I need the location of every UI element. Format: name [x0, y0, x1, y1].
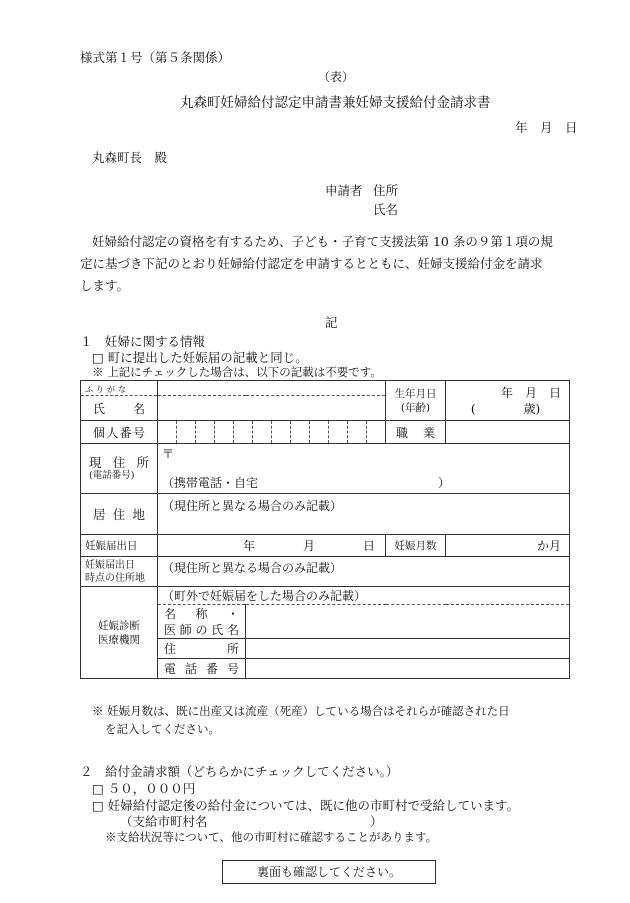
clinic-address-field[interactable] [246, 639, 570, 659]
notice-date-label: 妊娠届出日 [81, 535, 158, 557]
applicant-address-label: 住所 [373, 183, 399, 198]
paragraph-line-3: します。 [80, 278, 130, 293]
ki-label: 記 [325, 315, 338, 330]
clinic-label: 妊娠診断 医療機関 [81, 587, 158, 679]
birthdate-label: 生年月日 (年齢) [386, 381, 446, 421]
clinic-name-label: 名 称 ・ 医師の氏名 [158, 605, 246, 639]
section2-note: ※支給状況等について、他の市町村に確認することがあります。 [105, 830, 438, 844]
pregnant-info-table [80, 380, 570, 679]
addressee: 丸森町長 殿 [92, 150, 168, 165]
birthdate-field[interactable]: 年 月 日 ( 歳) [446, 381, 570, 421]
footnote-line-2: を記入してください。 [105, 722, 220, 736]
residence-field[interactable]: （現住所と異なる場合のみ記載） [158, 494, 570, 535]
option-other-municipality-checkbox[interactable]: □ 妊婦給付認定後の給付金については、既に他の市町村で受給しています。 [92, 798, 520, 813]
notice-address-field[interactable]: （現住所と異なる場合のみ記載） [158, 557, 570, 587]
furigana-label: ふりがな [81, 381, 158, 396]
name-label: 氏 名 [81, 396, 158, 421]
id-number-label: 個人番号 [81, 421, 158, 444]
outside-town-note: （町外で妊娠届をした場合のみ記載） [158, 587, 570, 605]
municipality-name-field[interactable]: （支給市町村名 ） [120, 814, 383, 829]
side-label: （表） [318, 70, 355, 84]
id-number-field[interactable] [158, 421, 386, 444]
current-address-field[interactable] [158, 444, 570, 494]
occupation-field[interactable] [446, 421, 570, 444]
option-50000-checkbox[interactable]: □ ５０，０００円 [92, 781, 196, 796]
phone-type-note: （携帯電話・自宅 ） [162, 476, 451, 490]
clinic-phone-label: 電話番号 [158, 659, 246, 679]
paragraph-line-2: 定に基づき下記のとおり妊婦給付認定を申請するとともに、妊婦支援給付金を請求 [80, 256, 543, 271]
occupation-label: 職 業 [386, 421, 446, 444]
checkbox-same-as-notice[interactable]: □ 町に提出した妊娠届の記載と同じ。 [92, 350, 308, 365]
see-back-notice: 裏面も確認してください。 [222, 860, 436, 884]
notice-date-field[interactable]: 年 月 日 [158, 535, 386, 557]
paragraph-line-1: 妊婦給付認定の資格を有するため、子ども・子育て支援法第 10 条の９第１項の規 [92, 234, 553, 249]
clinic-address-label: 住 所 [158, 639, 246, 659]
notice-address-label: 妊娠届出日 時点の住所地 [81, 557, 158, 587]
footnote-line-1: ※ 妊娠月数は、既に出産又は流産（死産）している場合はそれらが確認された日 [92, 704, 510, 718]
document-date: 年 月 日 [515, 120, 578, 135]
checked-note: ※ 上記にチェックした場合は、以下の記載は不要です。 [92, 365, 382, 379]
residence-label: 居住地 [81, 494, 158, 535]
form-number: 様式第１号（第５条関係） [80, 50, 231, 65]
name-field[interactable] [158, 396, 386, 421]
postal-mark: 〒 [162, 447, 175, 461]
applicant-label: 申請者 [325, 183, 363, 198]
clinic-phone-field[interactable] [246, 659, 570, 679]
applicant-name-label: 氏名 [373, 202, 399, 217]
pregnancy-months-label: 妊娠月数 [386, 535, 446, 557]
clinic-name-field[interactable] [246, 605, 570, 639]
current-address-label: 現住所 (電話番号) [81, 444, 158, 494]
section2-heading: ２ 給付金請求額（どちらかにチェックしてください。） [80, 764, 399, 779]
furigana-field[interactable] [158, 381, 386, 396]
pregnancy-months-field[interactable]: か月 [446, 535, 570, 557]
document-title: 丸森町妊婦給付認定申請書兼妊婦支援給付金請求書 [180, 95, 491, 111]
section1-heading: １ 妊婦に関する情報 [80, 334, 206, 349]
